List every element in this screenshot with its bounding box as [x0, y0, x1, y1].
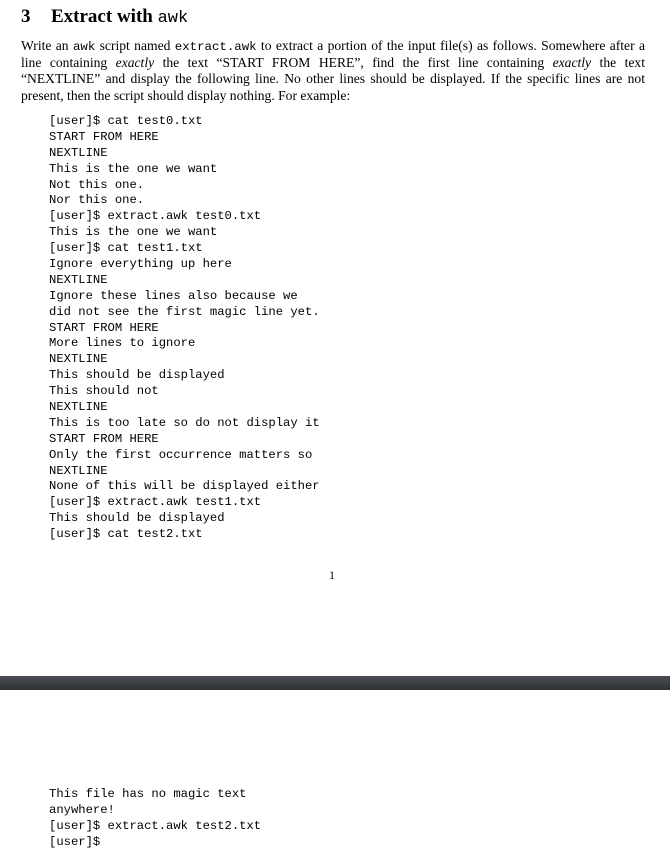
code-line: This should be displayed: [49, 511, 225, 526]
code-line: START FROM HERE: [49, 431, 159, 446]
code-line: This is the one we want: [49, 161, 218, 176]
code-line: [user]$ cat test1.txt: [49, 241, 203, 256]
section-title-code: awk: [157, 9, 189, 28]
section-heading: [21, 4, 188, 32]
code-line: [user]$ cat test0.txt: [49, 114, 203, 128]
code-line: [user]$: [49, 834, 101, 849]
intro-text-1: Write an: [21, 38, 73, 53]
code-line: Ignore these lines also because we: [49, 288, 298, 303]
intro-code-awk: awk: [72, 40, 96, 54]
code-line: NEXTLINE: [49, 352, 108, 367]
intro-emphasis-2: exactly: [552, 55, 592, 71]
code-line: This is the one we want: [49, 225, 218, 240]
code-line: START FROM HERE: [49, 129, 159, 144]
code-line: None of this will be displayed either: [49, 479, 320, 494]
code-line: did not see the first magic line yet.: [49, 304, 320, 319]
code-line: [user]$ extract.awk test0.txt: [49, 209, 262, 224]
terminal-example-continued: [49, 787, 261, 851]
code-line: [user]$ extract.awk test2.txt: [49, 818, 262, 833]
code-line: This should not: [49, 384, 159, 399]
section-title-text: Extract with: [51, 6, 158, 27]
document-page-2: [0, 690, 670, 867]
code-line: START FROM HERE: [49, 320, 159, 335]
page-number: 1: [329, 568, 335, 582]
terminal-example-block: [49, 114, 320, 543]
code-line: NEXTLINE: [49, 145, 108, 160]
code-line: Only the first occurrence matters so: [49, 447, 313, 462]
intro-code-filename: extract.awk: [174, 40, 257, 54]
intro-text-5: the text “NEXTLINE” and display the following line. No other lines should be displayed. If the specific lines are not present, then the script should display nothing. For example:: [21, 55, 645, 103]
code-line: Nor this one.: [49, 193, 145, 208]
code-line: anywhere!: [49, 802, 115, 817]
intro-paragraph: [21, 38, 645, 104]
code-line: [user]$ extract.awk test1.txt: [49, 495, 262, 510]
intro-text-2: script named: [95, 38, 175, 53]
code-line: This is too late so do not display it: [49, 415, 320, 430]
intro-text-4: the text “START FROM HERE”, find the first line containing: [154, 55, 553, 71]
code-line: Not this one.: [49, 177, 145, 192]
code-line: Ignore everything up here: [49, 257, 232, 272]
section-number: 3: [21, 6, 31, 27]
code-line: This should be displayed: [49, 368, 225, 383]
code-line: [user]$ cat test2.txt: [49, 527, 203, 542]
code-line: NEXTLINE: [49, 463, 108, 478]
code-line: More lines to ignore: [49, 336, 196, 351]
code-line: NEXTLINE: [49, 400, 108, 415]
intro-text-3: to extract a portion of the input file(s) as follows. Somewhere after a line containing: [21, 38, 645, 71]
code-line: NEXTLINE: [49, 272, 108, 287]
code-line: This file has no magic text: [49, 787, 247, 801]
intro-emphasis-1: exactly: [115, 55, 155, 71]
page-separator: [0, 676, 670, 690]
